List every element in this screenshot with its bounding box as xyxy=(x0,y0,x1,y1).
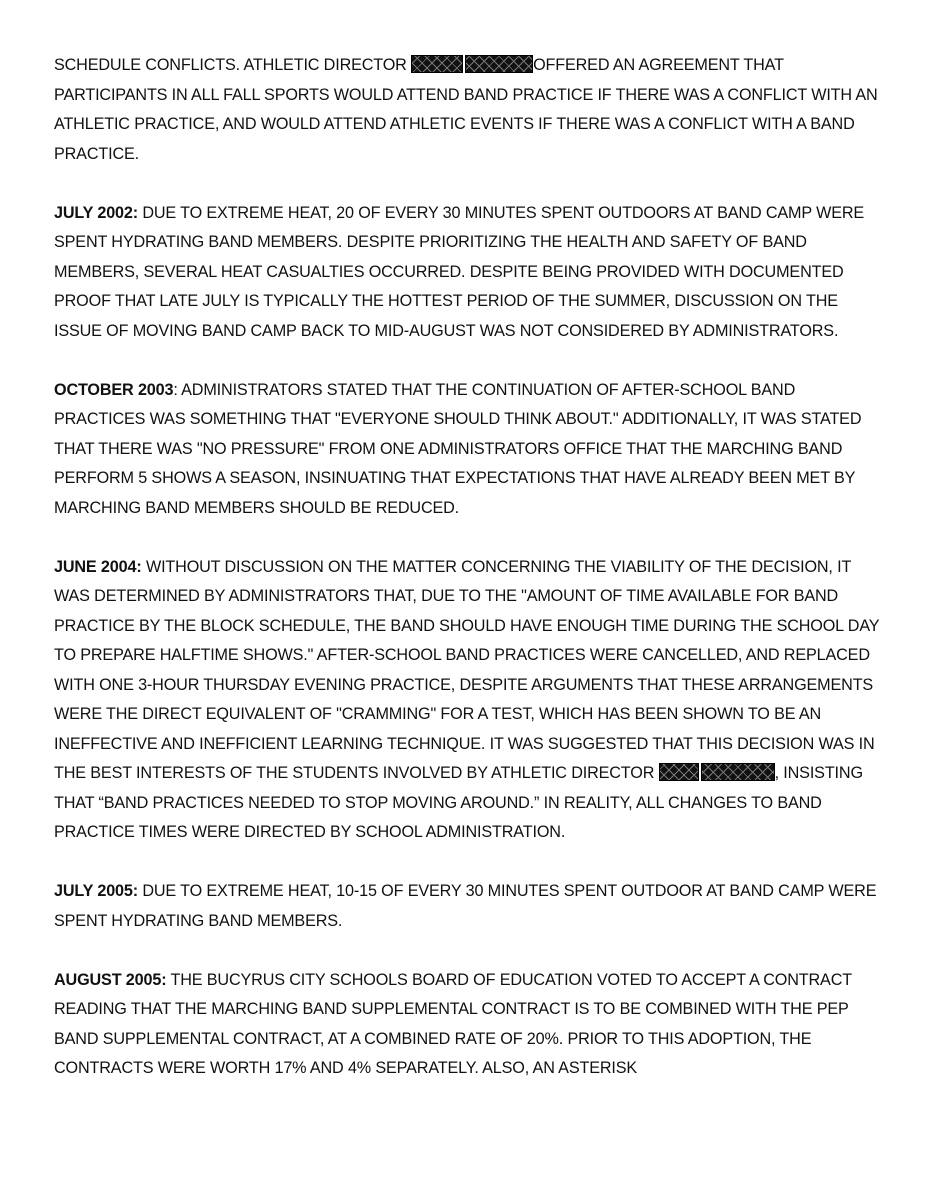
date-heading: AUGUST 2005: xyxy=(54,970,167,989)
paragraph-text: : ADMINISTRATORS STATED THAT THE CONTINUATION OF AFTER-SCHOOL BAND PRACTICES WAS SOMETHING THAT "EVERYONE SHOULD THINK ABOUT." ADDITIONALLY, IT WAS STATED THAT THERE WAS "NO PRESSURE" FROM ONE ADMINISTRATORS OFFICE THAT THE MARCHING BAND PERFORM 5 SHOWS A SEASON, INSINUATING THAT EXPECTATIONS THAT HAVE ALREADY BEEN MET BY MARCHING BAND MEMBERS SHOULD BE REDUCED. xyxy=(54,380,862,517)
paragraph-july-2005 xyxy=(54,877,884,936)
paragraph-june-2004 xyxy=(54,553,884,848)
paragraph-text: OFFERED AN AGREEMENT THAT PARTICIPANTS IN ALL FALL SPORTS WOULD ATTEND BAND PRACTICE IF THERE WAS A CONFLICT WITH AN ATHLETIC PRACTICE, AND WOULD ATTEND ATHLETIC EVENTS IF THERE WAS A CONFLICT WITH A BAND PRACTICE. xyxy=(54,56,878,163)
paragraph-october-2003 xyxy=(54,376,884,524)
date-heading: JUNE 2004: xyxy=(54,557,142,576)
paragraph-text: , INSISTING THAT “BAND PRACTICES NEEDED TO STOP MOVING AROUND.” IN REALITY, ALL CHANGES TO BAND PRACTICE TIMES WERE DIRECTED BY SCHOOL ADMINISTRATION. xyxy=(54,764,863,841)
redaction-block xyxy=(411,55,463,73)
redaction-block xyxy=(701,763,775,781)
paragraph-text: THE BUCYRUS CITY SCHOOLS BOARD OF EDUCATION VOTED TO ACCEPT A CONTRACT READING THAT THE MARCHING BAND SUPPLEMENTAL CONTRACT IS TO BE COMBINED WITH THE PEP BAND SUPPLEMENTAL CONTRACT, AT A COMBINED RATE OF 20%. PRIOR TO THIS ADOPTION, THE CONTRACTS WERE WORTH 17% AND 4% SEPARATELY. ALSO, AN ASTERISK xyxy=(54,970,852,1077)
date-heading: JULY 2002: xyxy=(54,203,138,222)
paragraph-schedule-conflicts xyxy=(54,51,884,169)
paragraph-text: SCHEDULE CONFLICTS. ATHLETIC DIRECTOR xyxy=(54,56,412,74)
date-heading: OCTOBER 2003 xyxy=(54,380,174,399)
redaction-block xyxy=(659,763,699,781)
paragraph-text: WITHOUT DISCUSSION ON THE MATTER CONCERNING THE VIABILITY OF THE DECISION, IT WAS DETERMINED BY ADMINISTRATORS THAT, DUE TO THE "AMOUNT OF TIME AVAILABLE FOR BAND PRACTICE BY THE BLOCK SCHEDULE, THE BAND SHOULD HAVE ENOUGH TIME DURING THE SCHOOL DAY TO PREPARE HALFTIME SHOWS." AFTER-SCHOOL BAND PRACTICES WERE CANCELLED, AND REPLACED WITH ONE 3-HOUR THURSDAY EVENING PRACTICE, DESPITE ARGUMENTS THAT THESE ARRANGEMENTS WERE THE DIRECT EQUIVALENT OF "CRAMMING" FOR A TEST, WHICH HAS BEEN SHOWN TO BE AN INEFFECTIVE AND INEFFICIENT LEARNING TECHNIQUE. IT WAS SUGGESTED THAT THIS DECISION WAS IN THE BEST INTERESTS OF THE STUDENTS INVOLVED BY ATHLETIC DIRECTOR xyxy=(54,557,880,782)
paragraph-july-2002 xyxy=(54,199,884,347)
paragraph-text: DUE TO EXTREME HEAT, 10-15 OF EVERY 30 MINUTES SPENT OUTDOOR AT BAND CAMP WERE SPENT HYDRATING BAND MEMBERS. xyxy=(54,882,877,930)
redaction-block xyxy=(465,55,533,73)
paragraph-text: DUE TO EXTREME HEAT, 20 OF EVERY 30 MINUTES SPENT OUTDOORS AT BAND CAMP WERE SPENT HYDRATING BAND MEMBERS. DESPITE PRIORITIZING THE HEALTH AND SAFETY OF BAND MEMBERS, SEVERAL HEAT CASUALTIES OCCURRED. DESPITE BEING PROVIDED WITH DOCUMENTED PROOF THAT LATE JULY IS TYPICALLY THE HOTTEST PERIOD OF THE SUMMER, DISCUSSION ON THE ISSUE OF MOVING BAND CAMP BACK TO MID-AUGUST WAS NOT CONSIDERED BY ADMINISTRATORS. xyxy=(54,203,865,340)
document-page xyxy=(54,51,884,1113)
date-heading: JULY 2005: xyxy=(54,882,138,900)
paragraph-august-2005 xyxy=(54,966,884,1084)
